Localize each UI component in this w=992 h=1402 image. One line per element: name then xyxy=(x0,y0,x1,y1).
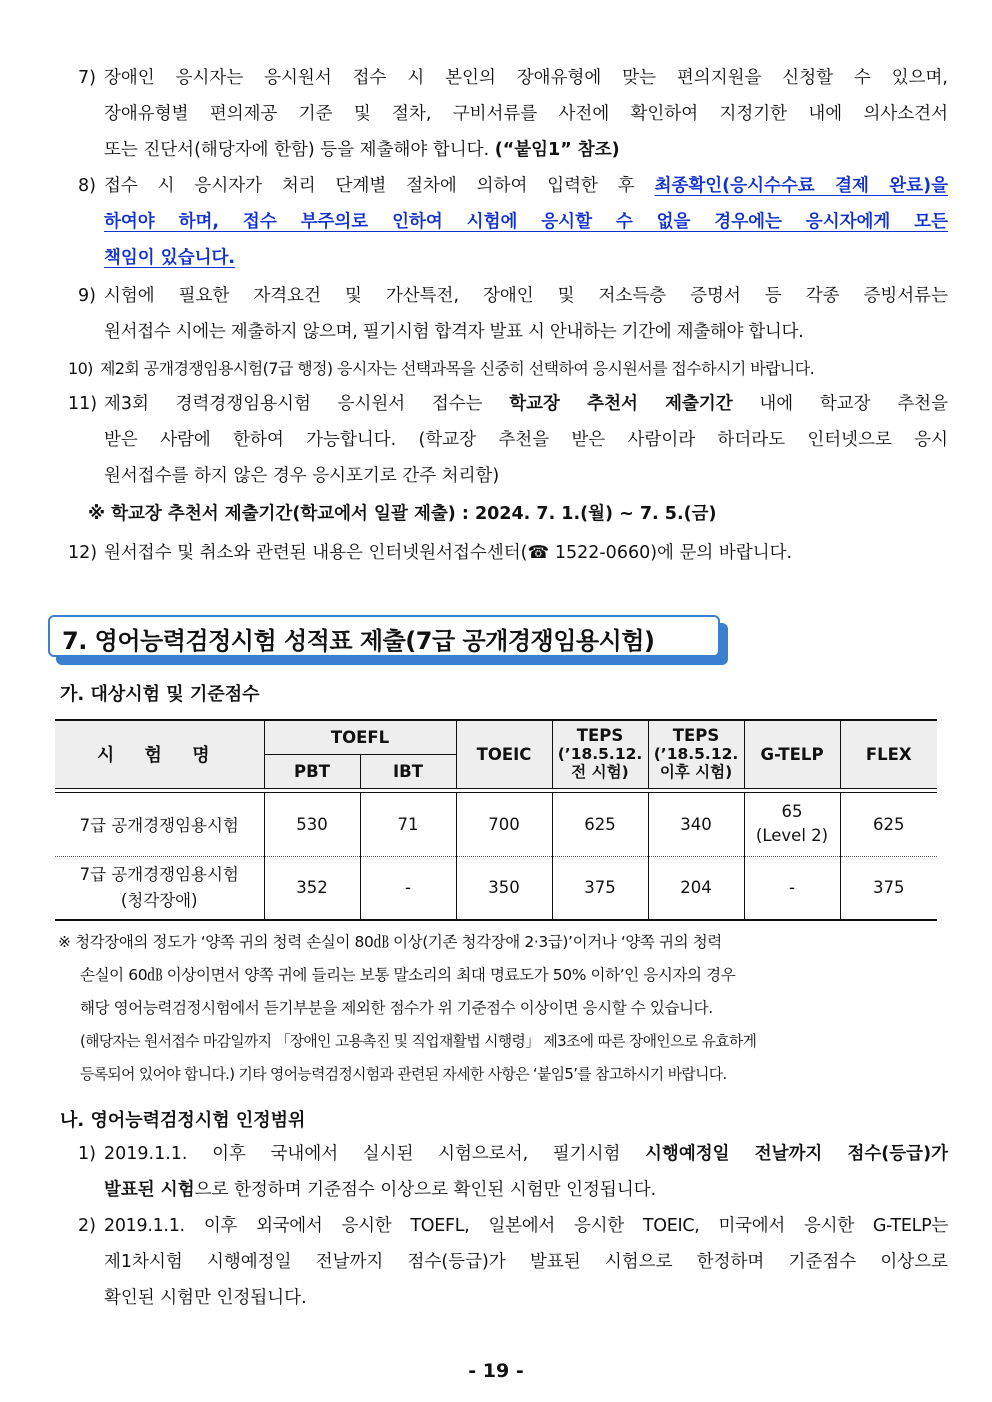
cell-pbt: 352 xyxy=(264,856,360,920)
phone-icon: ☎ 1522-0660)에 문의 바랍니다. xyxy=(527,543,793,563)
item-text: 2019.1.1. 이후 외국에서 응시한 TOEFL, 일본에서 응시한 TOEIC, 미국에서 응시한 G-TELP는 xyxy=(104,1216,948,1236)
header-exam-name: 시 험 명 xyxy=(55,720,264,788)
score-table xyxy=(55,719,937,921)
item-text: 확인된 시험만 인정됩니다. xyxy=(104,1288,307,1308)
list-item-11 xyxy=(68,386,948,494)
item-text: 시험에 필요한 자격요건 및 가산특전, 장애인 및 저소득층 증명서 등 각종 증빙서류는 xyxy=(104,286,948,306)
table-row xyxy=(55,856,937,920)
item-text: 받은 사람에 한하여 가능합니다. (학교장 추천을 받은 사람이라 하더라도 인터넷으로 응시 xyxy=(104,430,948,450)
item-text: 제2회 공개경쟁임용시험(7급 행정) 응시자는 선택과목을 신중히 선택하여 응시원서를 접수하시기 바랍니다. xyxy=(100,359,815,378)
cell-ibt: 71 xyxy=(360,792,456,856)
cell-exam-name: 7급 공개경쟁임용시험 (청각장애) xyxy=(55,856,264,920)
table-row xyxy=(55,792,937,856)
list-item-7 xyxy=(68,60,948,168)
item-number: 11) xyxy=(68,394,98,414)
cell-toeic: 350 xyxy=(456,856,552,920)
item-text: 원서접수를 하지 않은 경우 응시포기로 간주 처리함) xyxy=(104,466,500,486)
subsection-a-title: 가. 대상시험 및 기준점수 xyxy=(60,684,260,705)
item-text: 또는 진단서(해당자에 한함) 등을 제출해야 합니다. (“붙임1” 참조) xyxy=(104,140,620,160)
emphasis-text: 하여야 하며, 접수 부주의로 인하여 시험에 응시할 수 없을 경우에는 응시자에게 모든 xyxy=(104,212,948,232)
cell-exam-name: 7급 공개경쟁임용시험 xyxy=(55,792,264,856)
header-teps-after: TEPS (’18.5.12. 이후 시험) xyxy=(648,720,744,788)
cell-teps-before: 375 xyxy=(552,856,648,920)
header-toefl: TOEFL xyxy=(264,720,456,754)
school-recommendation-period: ※ 학교장 추천서 제출기간(학교에서 일괄 제출) : 2024. 7. 1.(월) ~ 7. 5.(금) xyxy=(88,504,717,524)
cell-teps-before: 625 xyxy=(552,792,648,856)
header-gtelp: G-TELP xyxy=(744,720,840,788)
list-item-b2 xyxy=(68,1208,948,1316)
header-toeic: TOEIC xyxy=(456,720,552,788)
cell-teps-after: 204 xyxy=(648,856,744,920)
page-number: - 19 - xyxy=(468,1360,524,1382)
list-item-10 xyxy=(68,351,948,387)
item-number: 10) xyxy=(68,359,93,378)
item-text: 제1차시험 시행예정일 전날까지 점수(등급)가 발표된 시험으로 한정하며 기준점수 이상으로 xyxy=(104,1252,948,1272)
header-teps-before: TEPS (’18.5.12. 전 시험) xyxy=(552,720,648,788)
section-heading xyxy=(48,615,720,657)
cell-teps-after: 340 xyxy=(648,792,744,856)
item-number: 2) xyxy=(78,1216,96,1236)
attachment-ref: (“붙임1” 참조) xyxy=(494,140,620,160)
cell-flex: 625 xyxy=(840,792,937,856)
item-text: 원서접수 및 취소와 관련된 내용은 인터넷원서접수센터(☎ 1522-0660)에 문의 바랍니다. xyxy=(104,543,793,563)
item-number: 12) xyxy=(68,543,98,563)
item-text: 접수 시 응시자가 처리 단계별 절차에 의하여 입력한 후 최종확인(응시수수료 결제 완료)을 xyxy=(104,176,948,196)
item-text: 2019.1.1. 이후 국내에서 실시된 시험으로서, 필기시험 시행예정일 전날까지 점수(등급)가 xyxy=(104,1144,948,1164)
cell-gtelp: - xyxy=(744,856,840,920)
item-text: 원서접수 시에는 제출하지 않으며, 필기시험 합격자 발표 시 안내하는 기간에 제출해야 합니다. xyxy=(104,322,804,342)
section-title: 7. 영어능력검정시험 성적표 제출(7급 공개경쟁임용시험) xyxy=(62,627,655,655)
cell-flex: 375 xyxy=(840,856,937,920)
emphasis-text: 최종확인(응시수수료 결제 완료)을 xyxy=(654,176,948,196)
cell-gtelp: 65 (Level 2) xyxy=(744,792,840,856)
cell-toeic: 700 xyxy=(456,792,552,856)
cell-ibt: - xyxy=(360,856,456,920)
emphasis-text: 시행예정일 전날까지 점수(등급)가 xyxy=(645,1144,948,1164)
header-pbt: PBT xyxy=(264,754,360,788)
item-number: 7) xyxy=(78,68,96,88)
emphasis-text: 발표된 시험 xyxy=(104,1180,195,1200)
item-number: 1) xyxy=(78,1144,96,1164)
cell-pbt: 530 xyxy=(264,792,360,856)
item-text: 제3회 경력경쟁임용시험 응시원서 접수는 학교장 추천서 제출기간 내에 학교장 추천을 xyxy=(104,394,948,414)
header-flex: FLEX xyxy=(840,720,937,788)
list-item-8 xyxy=(68,168,948,276)
subsection-b-title: 나. 영어능력검정시험 인정범위 xyxy=(60,1110,306,1131)
emphasis-text: 책임이 있습니다. xyxy=(104,248,236,268)
emphasis-text: 학교장 추천서 제출기간 xyxy=(509,394,733,414)
item-number: 8) xyxy=(78,176,96,196)
item-text: 장애유형별 편의제공 기준 및 절차, 구비서류를 사전에 확인하여 지정기한 내에 의사소견서 xyxy=(104,104,948,124)
hearing-impairment-note: ※ 청각장애의 정도가 ‘양쪽 귀의 청력 손실이 80㏈ 이상(기존 청각장애 2·3급)’이거나 ‘양쪽 귀의 청력 손실이 60㏈ 이상이면서 양쪽 귀에 들리는 보통 말소리의 최대 명료도가 50% 이하’인 응시자의 경우 해당 영어능력검정시험에서 듣기부분을 제외한 점수가 위 기준점수 이상이면 응시할 수 있습니다. (해당자는 원서접수 마감일까지 「장애인 고용촉진 및 직업재활법 시행령」 제3조에 따른 장애인으로 유효하게 등록되어 있어야 합니다.) 기타 영어능력검정시험과 관련된 자세한 사항은 ‘붙임5’를 참고하시기 바랍니다. xyxy=(58,933,757,1083)
item-text: 장애인 응시자는 응시원서 접수 시 본인의 장애유형에 맞는 편의지원을 신청할 수 있으며, xyxy=(104,68,948,88)
list-item-9 xyxy=(68,278,948,350)
item-number: 9) xyxy=(78,286,96,306)
item-text: 발표된 시험으로 한정하며 기준점수 이상으로 확인된 시험만 인정됩니다. xyxy=(104,1180,657,1200)
list-item-12 xyxy=(68,535,948,571)
header-ibt: IBT xyxy=(360,754,456,788)
list-item-b1 xyxy=(68,1136,948,1208)
